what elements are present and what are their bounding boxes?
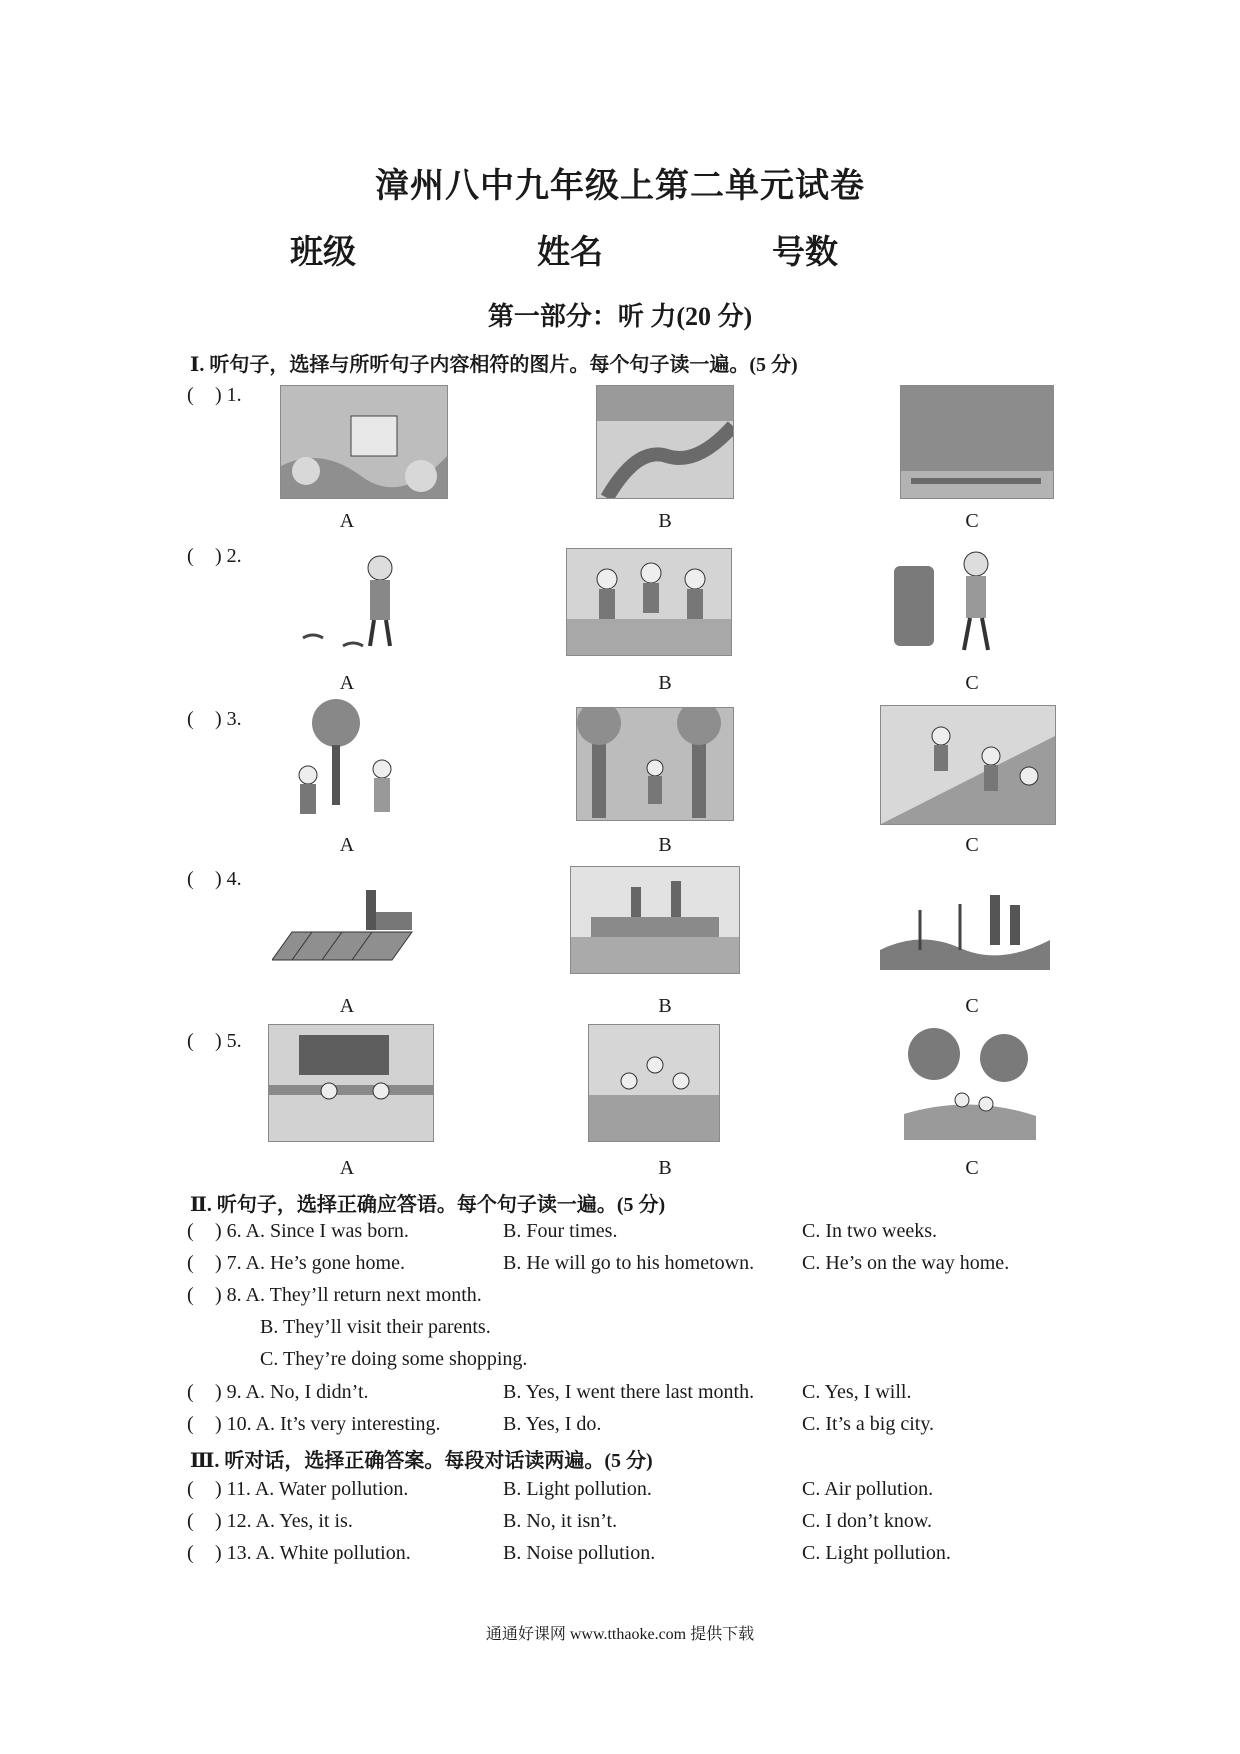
option-label: A	[339, 510, 355, 532]
class-field-label: 班级	[290, 235, 356, 271]
option-a: ) 8. A. They’ll return next month.	[215, 1284, 482, 1306]
option-b: B. No, it isn’t.	[503, 1510, 618, 1532]
option-label: B	[658, 1157, 672, 1179]
question-9	[187, 1381, 369, 1404]
question-12	[187, 1510, 353, 1533]
picture-2a	[298, 546, 418, 656]
option-label: A	[339, 834, 355, 856]
section-three-instructions: Ⅲ. 听对话，选择正确答案。每段对话读两遍。(5 分)	[190, 1450, 653, 1472]
answer-paren: (	[187, 1252, 194, 1274]
picture-2b	[566, 548, 732, 656]
answer-paren: (	[187, 1413, 194, 1435]
option-b: B. Light pollution.	[503, 1478, 652, 1500]
answer-paren: (	[187, 1542, 194, 1564]
question-7	[187, 1252, 405, 1275]
question-3-number: ( ) 3.	[187, 708, 242, 730]
picture-1b	[596, 385, 734, 499]
answer-paren: (	[187, 1220, 194, 1242]
question-5-number: ( ) 5.	[187, 1030, 242, 1052]
section-one-instructions: Ⅰ. 听句子，选择与所听句子内容相符的图片。每个句子读一遍。(5 分)	[190, 354, 798, 376]
option-label: C	[965, 672, 979, 694]
option-label: A	[339, 672, 355, 694]
option-b: B. They’ll visit their parents.	[260, 1316, 491, 1338]
option-c: C. He’s on the way home.	[802, 1252, 1010, 1274]
option-c: C. Yes, I will.	[802, 1381, 912, 1403]
answer-paren: (	[187, 708, 194, 730]
option-a: ) 12. A. Yes, it is.	[215, 1510, 353, 1532]
exam-title: 漳州八中九年级上第二单元试卷	[375, 168, 865, 205]
picture-1c	[900, 385, 1054, 499]
question-10	[187, 1413, 441, 1436]
question-6	[187, 1220, 409, 1243]
option-c: C. Air pollution.	[802, 1478, 934, 1500]
picture-1a	[280, 385, 448, 499]
question-4-number: ( ) 4.	[187, 868, 242, 890]
question-1-number: ( ) 1.	[187, 384, 242, 406]
option-b: B. Yes, I do.	[503, 1413, 602, 1435]
option-label: C	[965, 510, 979, 532]
picture-4a	[272, 872, 442, 964]
name-field-label: 姓名	[537, 235, 603, 271]
option-label: B	[658, 510, 672, 532]
picture-3b	[576, 707, 734, 821]
picture-2c	[890, 546, 1010, 656]
option-label: A	[339, 995, 355, 1017]
question-13	[187, 1542, 411, 1565]
option-a: ) 7. A. He’s gone home.	[215, 1252, 405, 1274]
option-label: B	[658, 672, 672, 694]
section-two-instructions: Ⅱ. 听句子，选择正确应答语。每个句子读一遍。(5 分)	[190, 1194, 666, 1216]
answer-paren: (	[187, 1030, 194, 1052]
option-label: C	[965, 995, 979, 1017]
picture-3c	[880, 705, 1056, 825]
option-label: B	[658, 834, 672, 856]
question-8	[187, 1284, 482, 1307]
footer-download-note: 通通好课网 www.tthaoke.com 提供下载	[485, 1626, 755, 1643]
picture-3a	[286, 695, 410, 830]
option-a: ) 11. A. Water pollution.	[215, 1478, 409, 1500]
answer-paren: (	[187, 1381, 194, 1403]
option-b: B. Yes, I went there last month.	[503, 1381, 755, 1403]
option-a: ) 9. A. No, I didn’t.	[215, 1381, 369, 1403]
picture-5a	[268, 1024, 434, 1142]
picture-4c	[880, 870, 1050, 970]
option-c: C. Light pollution.	[802, 1542, 951, 1564]
option-b: B. Noise pollution.	[503, 1542, 656, 1564]
number-field-label: 号数	[772, 235, 838, 271]
option-c: C. In two weeks.	[802, 1220, 937, 1242]
answer-paren: (	[187, 1478, 194, 1500]
question-11	[187, 1478, 408, 1501]
answer-paren: (	[187, 384, 194, 406]
part-one-heading: 第一部分：听 力(20 分)	[487, 302, 753, 331]
option-b: B. He will go to his hometown.	[503, 1252, 755, 1274]
picture-4b	[570, 866, 740, 974]
option-c: C. They’re doing some shopping.	[260, 1348, 528, 1370]
option-b: B. Four times.	[503, 1220, 618, 1242]
answer-paren: (	[187, 1510, 194, 1532]
option-label: C	[965, 834, 979, 856]
option-c: C. It’s a big city.	[802, 1413, 935, 1435]
answer-paren: (	[187, 868, 194, 890]
answer-paren: (	[187, 1284, 194, 1306]
option-label: C	[965, 1157, 979, 1179]
option-a: ) 6. A. Since I was born.	[215, 1220, 409, 1242]
option-label: A	[339, 1157, 355, 1179]
option-c: C. I don’t know.	[802, 1510, 932, 1532]
option-a: ) 10. A. It’s very interesting.	[215, 1413, 441, 1435]
question-2-number: ( ) 2.	[187, 545, 242, 567]
picture-5b	[588, 1024, 720, 1142]
option-a: ) 13. A. White pollution.	[215, 1542, 411, 1564]
picture-5c	[904, 1024, 1036, 1140]
option-label: B	[658, 995, 672, 1017]
answer-paren: (	[187, 545, 194, 567]
